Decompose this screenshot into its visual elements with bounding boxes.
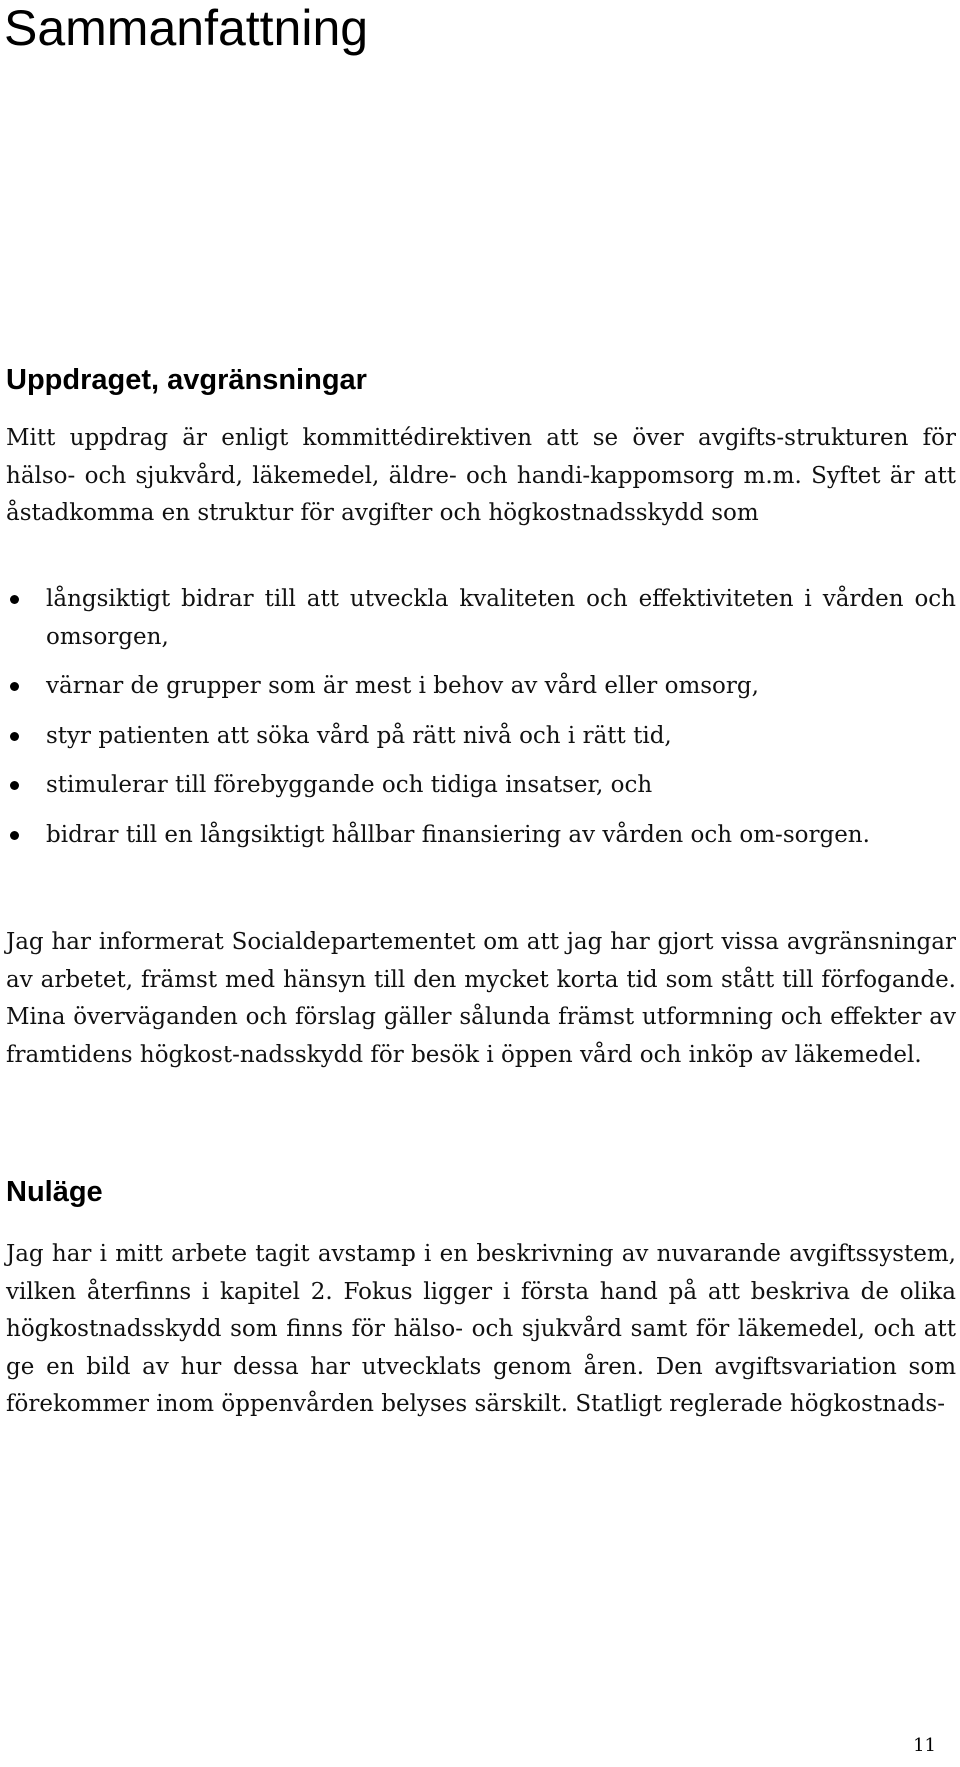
list-item [6, 581, 956, 656]
list-item-text: stimulerar till förebyggande och tidiga insatser, och [46, 772, 653, 798]
section-heading-nulage: Nuläge [6, 1176, 103, 1208]
page-title: Sammanfattning [4, 0, 369, 56]
list-item [6, 767, 956, 805]
paragraph-avgransningar: Jag har informerat Socialdepartementet om att jag har gjort vissa avgränsningar av arbetet, främst med hänsyn till den mycket korta tid som stått till förfogande. Mina överväganden och förslag gäller sålunda främst utformning och effekter av framtidens högkost-nadsskydd för besök i öppen vård och inköp av läkemedel. [6, 929, 956, 1068]
list-item-text: långsiktigt bidrar till att utveckla kvaliteten och effektiviteten i vården och omsorgen, [46, 586, 956, 650]
list-item-text: värnar de grupper som är mest i behov av vård eller omsorg, [46, 673, 759, 699]
list-item-text: bidrar till en långsiktigt hållbar finansiering av vården och om-sorgen. [46, 821, 870, 848]
bullet-icon [10, 732, 19, 741]
bullet-icon [10, 831, 19, 840]
list-item [6, 668, 956, 706]
list-item [6, 817, 956, 855]
paragraph-intro: Mitt uppdrag är enligt kommittédirektiven att se över avgifts-strukturen för hälso- och sjukvård, läkemedel, äldre- och handi-kappomsorg m.m. Syftet är att åstadkomma en struktur för avgifter och högkostnadsskydd som [6, 425, 956, 526]
bullet-icon [10, 595, 19, 604]
section-heading-uppdraget: Uppdraget, avgränsningar [6, 364, 367, 396]
bullet-icon [10, 781, 19, 790]
list-item-text: styr patienten att söka vård på rätt nivå och i rätt tid, [46, 722, 672, 749]
list-item [6, 718, 956, 756]
bullet-icon [10, 682, 19, 691]
page-number: 11 [913, 1735, 936, 1756]
bullet-list [6, 581, 956, 866]
paragraph-nulage: Jag har i mitt arbete tagit avstamp i en beskrivning av nuvarande avgiftssystem, vilken återfinns i kapitel 2. Fokus ligger i första hand på att beskriva de olika högkostnadsskydd som finns för hälso- och sjukvård samt för läkemedel, och att ge en bild av hur dessa har utvecklats genom åren. Den avgiftsvariation som förekommer inom öppenvården belyses särskilt. Statligt reglerade högkostnads- [6, 1241, 956, 1417]
